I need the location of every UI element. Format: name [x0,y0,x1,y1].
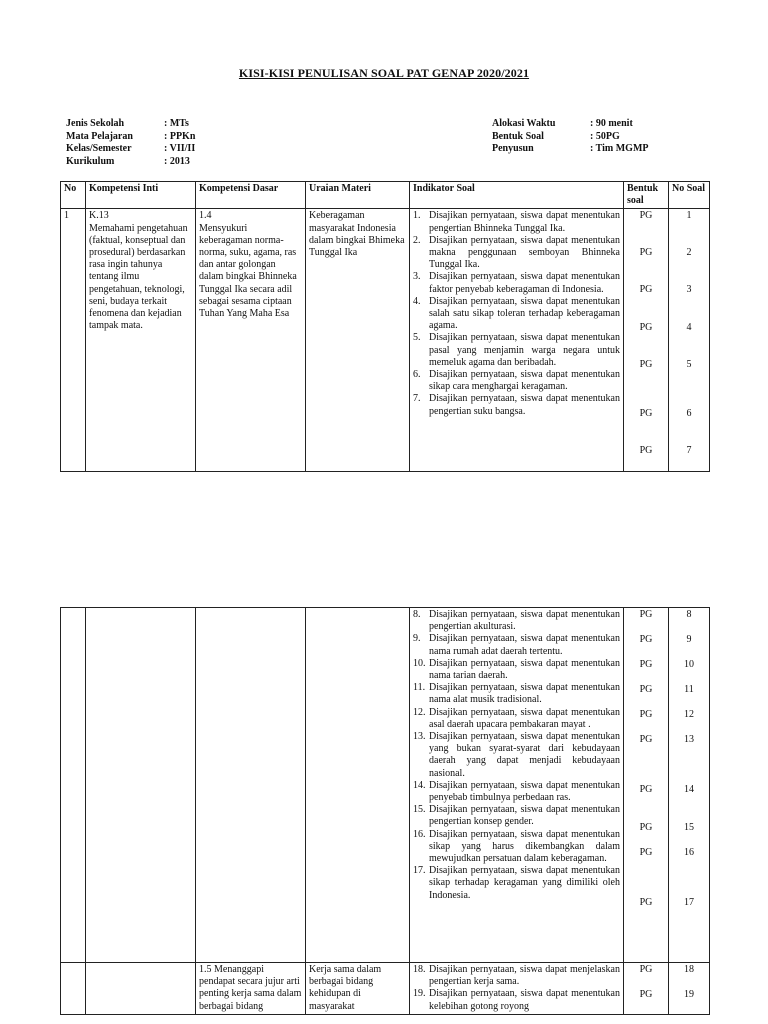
no-soal-value: 3 [686,284,692,296]
no-soal-value: 14 [684,784,694,795]
indicator-text: Disajikan pernyataan, siswa dapat menentukan faktor penyebab keberagaman di Indonesia. [429,271,620,295]
header-kompetensi-dasar: Kompetensi Dasar [196,182,306,209]
indicator-text: Disajikan pernyataan, siswa dapat menentukan sikap terhadap keragaman yang dimiliki oleh Indonesia. [429,865,620,901]
cell-indikator-soal [410,608,624,963]
indicator-number: 8. [413,609,421,620]
bentuk-soal-value: PG [639,784,653,795]
info-row [492,118,649,131]
indicator-text: Disajikan pernyataan, siswa dapat menjelaskan pengertian kerja sama. [429,964,620,988]
indicator-text: Disajikan pernyataan, siswa dapat menentukan pengertian akulturasi. [429,609,620,633]
cell-kompetensi-dasar: 1.5 Menanggapi pendapat secara jujur arti penting kerja sama dalam berbagai bidang [196,963,306,1015]
indicator-item [413,658,620,682]
bentuk-soal-value: PG [639,359,653,371]
indicator-number: 12. [413,706,426,718]
indicator-number: 16. [413,828,426,840]
indicator-item [413,271,620,295]
grid-table-page-1 [60,181,710,472]
no-soal-value: 1 [686,210,692,222]
bentuk-soal-value: PG [639,684,653,695]
bentuk-soal-value: PG [639,709,653,720]
info-value: : VII/II [164,143,196,154]
indicator-item [413,609,620,633]
bentuk-soal-value: PG [639,609,653,620]
no-soal-value: 15 [684,822,694,833]
bentuk-soal-value: PG [639,822,653,833]
info-label: Alokasi Waktu [492,118,556,129]
bentuk-soal-value: PG [639,445,653,457]
indicator-text: Disajikan pernyataan, siswa dapat menentukan penyebab timbulnya perbedaan ras. [429,779,620,804]
info-row [492,143,649,156]
no-soal-value: 2 [686,247,692,259]
bentuk-soal-value: PG [639,408,653,420]
cell-no-soal [669,963,710,1015]
indicator-number: 15. [413,804,426,816]
indicator-text: Disajikan pernyataan, siswa dapat menentukan pengertian suku bangsa. [429,393,620,417]
header-indikator-soal: Indikator Soal [410,182,624,209]
no-soal-value: 6 [686,408,692,420]
no-soal-value: 19 [684,989,694,1000]
indicator-item [413,865,620,902]
bentuk-soal-value: PG [639,964,653,975]
indicator-item [413,332,620,369]
table-row [61,209,710,472]
info-row [492,131,649,144]
info-row [66,156,195,169]
grid-table-page-2 [60,607,710,1015]
bentuk-soal-value: PG [639,734,653,745]
indicator-number: 17. [413,865,426,877]
cell-uraian-materi: Keberagaman masyarakat Indonesia dalam bingkai Bhimeka Tunggal Ika [306,209,410,472]
indicator-item [413,369,620,393]
exam-info [492,118,649,156]
no-soal-value: 11 [684,684,694,695]
no-soal-value: 12 [684,709,694,720]
indicator-list [413,609,620,902]
indicator-number: 6. [413,369,421,381]
indicator-number: 2. [413,234,421,246]
cell-bentuk-soal [624,608,669,963]
info-value: : 90 menit [590,118,633,129]
bentuk-soal-value: PG [639,634,653,645]
bentuk-soal-value: PG [639,989,653,1000]
indicator-number: 10. [413,657,426,669]
indicator-text: Disajikan pernyataan, siswa dapat menentukan pengertian konsep gender. [429,804,620,828]
cell-bentuk-soal [624,209,669,472]
indicator-text: Disajikan pernyataan, siswa dapat menentukan nama tarian daerah. [429,657,620,682]
no-soal-value: 17 [684,897,694,908]
cell-kompetensi-inti [86,608,196,963]
no-soal-value: 13 [684,734,694,745]
indicator-number: 13. [413,731,426,743]
header-no-soal: No Soal [669,182,710,209]
indicator-text: Disajikan pernyataan, siswa dapat menentukan sikap cara menghargai keragaman. [429,369,620,393]
indicator-number: 7. [413,393,421,405]
cell-kompetensi-dasar: 1.4 Mensyukuri keberagaman norma-norma, suku, agama, ras dan antar golongan dalam bingkai Bhinneka Tunggal Ika secara adil sebagai sesama ciptaan Tuhan Yang Maha Esa [196,209,306,472]
indicator-text: Disajikan pernyataan, siswa dapat menentukan pasal yang menjamin warga negara untuk memeluk agama dan beribadah. [429,332,620,368]
indicator-item [413,731,620,780]
no-soal-value: 8 [686,609,692,620]
no-soal-value: 9 [686,634,692,645]
table-header-row [61,182,710,209]
info-value: : 50PG [590,130,620,142]
bentuk-soal-value: PG [639,897,653,908]
indicator-item [413,707,620,731]
indicator-text: Disajikan pernyataan, siswa dapat menentukan nama rumah adat daerah tertentu. [429,633,620,657]
cell-no-soal [669,209,710,472]
info-label: Jenis Sekolah [66,118,125,129]
cell-kompetensi-inti [86,963,196,1015]
school-info [66,118,195,168]
cell-kompetensi-inti: K.13 Memahami pengetahuan (faktual, konseptual dan prosedural) berdasarkan rasa ingin tahunya tentang ilmu pengetahuan, teknologi, seni, budaya terkait fenomena dan kejadian tampak mata. [86,209,196,472]
bentuk-soal-value: PG [639,284,653,296]
document-title: KISI-KISI PENULISAN SOAL PAT GENAP 2020/2021 [238,66,530,80]
indicator-text: Disajikan pernyataan, siswa dapat menentukan pengertian Bhinneka Tunggal Ika. [429,210,620,234]
header-kompetensi-inti: Kompetensi Inti [86,182,196,209]
cell-no: 1 [61,209,86,472]
indicator-item [413,682,620,706]
no-soal-value: 16 [684,847,694,858]
info-value: : Tim MGMP [590,143,649,154]
indicator-item [413,393,620,417]
indicator-number: 9. [413,633,421,645]
indicator-text: Disajikan pernyataan, siswa dapat menentukan kelebihan gotong royong [429,988,620,1012]
bentuk-soal-value: PG [639,847,653,858]
cell-bentuk-soal [624,963,669,1015]
info-row [66,143,195,156]
no-soal-value: 7 [686,445,692,457]
info-label: Kelas/Semester [66,143,132,154]
indicator-number: 11. [413,682,426,694]
indicator-item [413,296,620,333]
header-no: No [61,182,86,209]
info-label: Mata Pelajaran [66,130,133,142]
indicator-text: Disajikan pernyataan, siswa dapat menentukan asal daerah upacara pembakaran mayat . [429,706,620,730]
info-label: Kurikulum [66,155,115,167]
cell-indikator-soal [410,963,624,1015]
indicator-item [413,988,620,1012]
indicator-number: 5. [413,332,421,344]
indicator-text: Disajikan pernyataan, siswa dapat menentukan makna penggunaan semboyan Bhinneka Tunggal Ika. [429,234,620,271]
indicator-text: Disajikan pernyataan, siswa dapat menentukan salah satu sikap toleran terhadap keberagaman agama. [429,295,620,332]
header-bentuk-soal: Bentuk soal [624,182,669,209]
cell-no [61,963,86,1015]
cell-uraian-materi: Kerja sama dalam berbagai bidang kehidupan di masyarakat [306,963,410,1015]
indicator-item [413,235,620,272]
table-row [61,608,710,963]
bentuk-soal-value: PG [639,247,653,259]
indicator-item [413,780,620,804]
indicator-text: Disajikan pernyataan, siswa dapat menentukan yang bukan syarat-syarat dari kebudayaan daerah yang dapat menjadi kebudayaan nasional. [429,731,620,779]
header-uraian-materi: Uraian Materi [306,182,410,209]
indicator-item [413,964,620,988]
cell-no [61,608,86,963]
info-label: Bentuk Soal [492,130,544,142]
table-row [61,963,710,1015]
indicator-number: 18. [413,964,426,975]
info-value: : 2013 [164,155,190,167]
indicator-item [413,210,620,234]
bentuk-soal-value: PG [639,659,653,670]
bentuk-soal-value: PG [639,210,653,222]
no-soal-value: 18 [684,964,694,975]
cell-no-soal [669,608,710,963]
indicator-text: Disajikan pernyataan, siswa dapat menentukan sikap yang harus dikembangkan dalam mewujudkan persatuan dalam keberagaman. [429,828,620,865]
no-soal-value: 5 [686,359,692,371]
cell-indikator-soal [410,209,624,472]
info-row [66,118,195,131]
cell-kompetensi-dasar [196,608,306,963]
indicator-number: 19. [413,988,426,1000]
no-soal-value: 10 [684,659,694,670]
indicator-item [413,804,620,828]
indicator-text: Disajikan pernyataan, siswa dapat menentukan nama alat musik tradisional. [429,682,620,706]
info-value: : MTs [164,118,189,129]
cell-uraian-materi [306,608,410,963]
info-row [66,131,195,144]
indicator-list [413,210,620,417]
indicator-number: 1. [413,210,421,222]
no-soal-value: 4 [686,322,692,334]
bentuk-soal-value: PG [639,322,653,334]
info-value: : PPKn [164,130,196,142]
indicator-number: 3. [413,271,421,283]
indicator-list [413,964,620,1013]
indicator-number: 4. [413,295,421,307]
indicator-item [413,829,620,866]
indicator-number: 14. [413,779,426,791]
info-label: Penyusun [492,143,534,154]
indicator-item [413,633,620,657]
